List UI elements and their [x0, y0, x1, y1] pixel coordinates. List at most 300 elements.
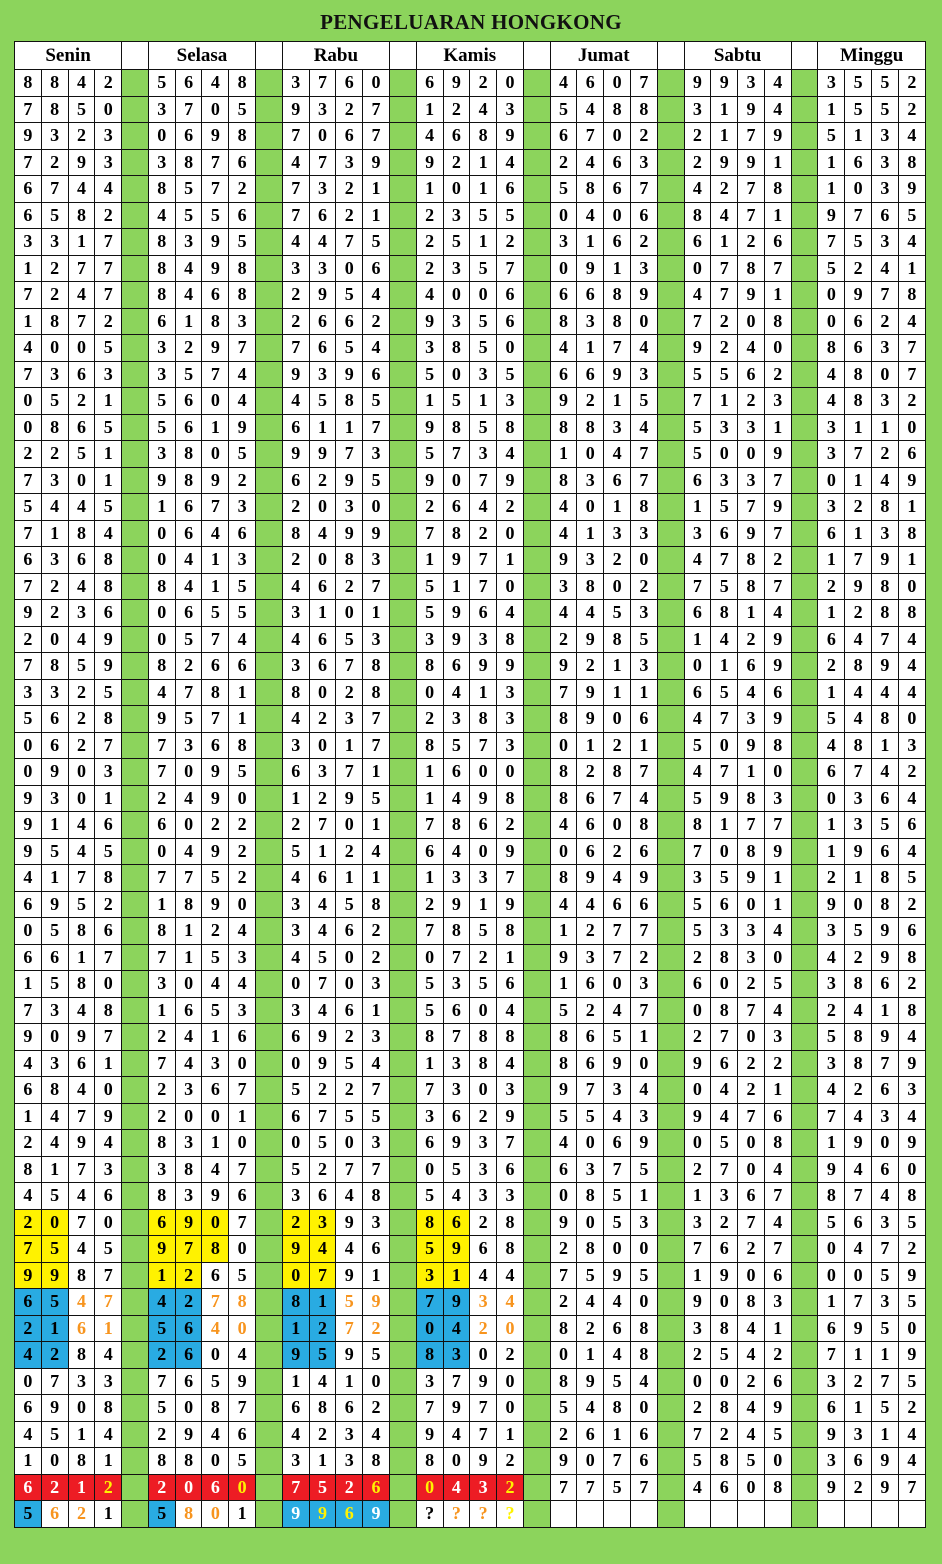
cell-spacer [389, 785, 416, 812]
digit-cell: 5 [41, 918, 68, 945]
cell-spacer [523, 494, 550, 521]
digit-cell: 7 [309, 70, 336, 97]
digit-cell: 3 [684, 520, 711, 547]
digit-cell: 5 [497, 202, 524, 229]
cell-spacer [791, 547, 818, 574]
page-title: PENGELUARAN HONGKONG [320, 10, 622, 34]
digit-cell: 8 [175, 1501, 202, 1528]
digit-cell: 4 [68, 1289, 95, 1316]
digit-cell: 3 [711, 1183, 738, 1210]
digit-cell: 8 [711, 1395, 738, 1422]
digit-cell: 3 [497, 706, 524, 733]
cell-spacer [791, 706, 818, 733]
digit-cell: 0 [684, 653, 711, 680]
digit-cell: 6 [738, 361, 765, 388]
digit-cell: 0 [630, 1236, 657, 1263]
cell-spacer [122, 573, 149, 600]
cell-spacer [389, 679, 416, 706]
digit-cell: 9 [470, 785, 497, 812]
cell-spacer [122, 441, 149, 468]
digit-cell: 6 [336, 1395, 363, 1422]
digit-cell: 8 [443, 812, 470, 839]
digit-cell: 7 [550, 679, 577, 706]
digit-cell: 4 [202, 971, 229, 998]
digit-cell: 6 [15, 202, 42, 229]
cell-spacer [389, 547, 416, 574]
digit-cell: 9 [872, 918, 899, 945]
digit-cell: 5 [898, 865, 925, 892]
digit-cell: 9 [738, 282, 765, 309]
digit-cell: 1 [630, 679, 657, 706]
digit-cell: 9 [872, 1448, 899, 1475]
digit-cell: 4 [898, 838, 925, 865]
digit-cell: 6 [363, 255, 390, 282]
cell-spacer [791, 679, 818, 706]
digit-cell: 1 [148, 494, 175, 521]
digit-cell: 5 [711, 1130, 738, 1157]
digit-cell: 4 [738, 1395, 765, 1422]
digit-cell: 1 [898, 255, 925, 282]
digit-cell: 8 [872, 891, 899, 918]
cell-spacer [256, 626, 283, 653]
digit-cell: 2 [336, 176, 363, 203]
digit-cell: 0 [872, 361, 899, 388]
table-row [15, 1130, 926, 1157]
digit-cell: 8 [68, 1448, 95, 1475]
digit-cell: 4 [684, 706, 711, 733]
digit-cell: 6 [309, 573, 336, 600]
digit-cell: 3 [711, 467, 738, 494]
digit-cell: 1 [68, 1421, 95, 1448]
digit-cell: 6 [15, 1289, 42, 1316]
digit-cell: 2 [550, 149, 577, 176]
digit-cell: 4 [550, 812, 577, 839]
digit-cell: 9 [443, 1289, 470, 1316]
digit-cell: 6 [282, 414, 309, 441]
digit-cell: 6 [282, 1103, 309, 1130]
digit-cell: 0 [282, 1262, 309, 1289]
digit-cell: 0 [738, 1130, 765, 1157]
digit-cell: 4 [470, 494, 497, 521]
cell-spacer [256, 812, 283, 839]
digit-cell: 8 [363, 1448, 390, 1475]
digit-cell: 4 [175, 785, 202, 812]
cell-spacer [791, 494, 818, 521]
digit-cell: 9 [818, 1421, 845, 1448]
digit-cell: 7 [630, 918, 657, 945]
cell-spacer [389, 202, 416, 229]
digit-cell: 2 [41, 441, 68, 468]
digit-cell: 6 [470, 1236, 497, 1263]
digit-cell: 3 [764, 388, 791, 415]
digit-cell: 6 [764, 1262, 791, 1289]
digit-cell: 3 [630, 971, 657, 998]
digit-cell: 4 [68, 838, 95, 865]
digit-cell: 4 [68, 1077, 95, 1104]
digit-cell: 2 [148, 1077, 175, 1104]
digit-cell: 6 [15, 1474, 42, 1501]
cell-spacer [122, 891, 149, 918]
cell-spacer [122, 1315, 149, 1342]
cell-spacer [791, 891, 818, 918]
digit-cell: 0 [229, 1236, 256, 1263]
digit-cell: 5 [416, 971, 443, 998]
table-row [15, 918, 926, 945]
digit-cell: 5 [443, 229, 470, 256]
digit-cell: 9 [845, 1315, 872, 1342]
digit-cell: 6 [497, 282, 524, 309]
digit-cell: 8 [550, 785, 577, 812]
digit-cell: 8 [229, 123, 256, 150]
digit-cell: 6 [818, 1315, 845, 1342]
digit-cell: 9 [282, 96, 309, 123]
digit-cell [845, 1501, 872, 1528]
digit-cell: 6 [872, 971, 899, 998]
cell-spacer [657, 1342, 684, 1369]
digit-cell: 6 [845, 1448, 872, 1475]
digit-cell: 2 [41, 282, 68, 309]
cell-spacer [523, 626, 550, 653]
digit-cell: 0 [148, 123, 175, 150]
digit-cell: 0 [229, 891, 256, 918]
digit-cell: 1 [416, 547, 443, 574]
table-row [15, 520, 926, 547]
table-row [15, 891, 926, 918]
digit-cell: 1 [95, 785, 122, 812]
digit-cell: 8 [470, 1024, 497, 1051]
cell-spacer [256, 70, 283, 97]
digit-cell: 7 [604, 785, 631, 812]
digit-cell: 1 [818, 600, 845, 627]
cell-spacer [389, 653, 416, 680]
cell-spacer [389, 1501, 416, 1528]
digit-cell: 3 [818, 70, 845, 97]
cell-spacer [791, 441, 818, 468]
cell-spacer [657, 944, 684, 971]
cell-spacer [657, 785, 684, 812]
digit-cell: 7 [738, 812, 765, 839]
column-spacer [122, 42, 149, 70]
digit-cell: 3 [738, 944, 765, 971]
table-row [15, 70, 926, 97]
digit-cell: 7 [738, 202, 765, 229]
digit-cell: 1 [497, 1421, 524, 1448]
cell-spacer [256, 573, 283, 600]
digit-cell: 6 [229, 520, 256, 547]
digit-cell: 5 [416, 997, 443, 1024]
digit-cell: 2 [363, 944, 390, 971]
digit-cell: 2 [898, 96, 925, 123]
cell-spacer [256, 255, 283, 282]
column-spacer [657, 42, 684, 70]
digit-cell: 6 [898, 812, 925, 839]
digit-cell: 5 [41, 1421, 68, 1448]
digit-cell: 2 [148, 1103, 175, 1130]
cell-spacer [122, 1421, 149, 1448]
digit-cell: 3 [175, 732, 202, 759]
cell-spacer [256, 600, 283, 627]
digit-cell: 5 [630, 1156, 657, 1183]
digit-cell: 7 [202, 361, 229, 388]
table-row [15, 732, 926, 759]
digit-cell: 9 [550, 388, 577, 415]
digit-cell: 2 [15, 441, 42, 468]
digit-cell: 3 [764, 1289, 791, 1316]
digit-cell: 7 [175, 679, 202, 706]
digit-cell: 6 [148, 1209, 175, 1236]
digit-cell: 0 [818, 785, 845, 812]
digit-cell: 9 [550, 1448, 577, 1475]
digit-cell [604, 1501, 631, 1528]
digit-cell: 7 [845, 1183, 872, 1210]
digit-cell: 9 [497, 1103, 524, 1130]
cell-spacer [122, 1448, 149, 1475]
digit-cell: 0 [550, 1183, 577, 1210]
digit-cell: 5 [764, 971, 791, 998]
cell-spacer [657, 1368, 684, 1395]
digit-cell: 9 [15, 600, 42, 627]
digit-cell: 4 [68, 1236, 95, 1263]
digit-cell: 3 [95, 123, 122, 150]
digit-cell: 3 [470, 1156, 497, 1183]
digit-cell: 3 [148, 441, 175, 468]
digit-cell: 8 [630, 494, 657, 521]
digit-cell: 4 [363, 1421, 390, 1448]
cell-spacer [523, 123, 550, 150]
digit-cell: 1 [711, 388, 738, 415]
digit-cell: 5 [416, 573, 443, 600]
cell-spacer [256, 547, 283, 574]
digit-cell: 1 [497, 547, 524, 574]
digit-cell: 4 [630, 335, 657, 362]
digit-cell: 3 [416, 335, 443, 362]
digit-cell: 4 [684, 759, 711, 786]
cell-spacer [523, 467, 550, 494]
digit-cell: 2 [363, 1395, 390, 1422]
digit-cell: 8 [845, 361, 872, 388]
digit-cell: 1 [845, 123, 872, 150]
digit-cell: 8 [898, 282, 925, 309]
cell-spacer [256, 732, 283, 759]
digit-cell: 7 [363, 732, 390, 759]
digit-cell: 4 [550, 891, 577, 918]
digit-cell: 5 [202, 1368, 229, 1395]
digit-cell: 9 [738, 149, 765, 176]
digit-cell: 2 [282, 282, 309, 309]
digit-cell: 1 [577, 335, 604, 362]
digit-cell: 2 [630, 944, 657, 971]
digit-cell: 3 [470, 1183, 497, 1210]
digit-cell: 3 [229, 494, 256, 521]
digit-cell: 0 [309, 679, 336, 706]
digit-cell: 7 [15, 282, 42, 309]
digit-cell: 2 [202, 812, 229, 839]
digit-cell: 7 [577, 123, 604, 150]
digit-cell: 0 [630, 547, 657, 574]
digit-cell: 0 [711, 1289, 738, 1316]
digit-cell: 9 [95, 626, 122, 653]
digit-cell: 4 [416, 123, 443, 150]
digit-cell: 6 [764, 229, 791, 256]
digit-cell: 8 [229, 255, 256, 282]
digit-cell: 5 [711, 494, 738, 521]
digit-cell: 0 [738, 1262, 765, 1289]
digit-cell: 2 [416, 202, 443, 229]
digit-cell: 1 [41, 520, 68, 547]
cell-spacer [657, 1050, 684, 1077]
digit-cell: 5 [872, 70, 899, 97]
digit-cell: 1 [363, 759, 390, 786]
digit-cell: 2 [309, 1315, 336, 1342]
digit-cell: 6 [577, 1421, 604, 1448]
digit-cell: 0 [711, 838, 738, 865]
digit-cell: 4 [577, 891, 604, 918]
digit-cell: 3 [764, 785, 791, 812]
digit-cell: 0 [416, 1156, 443, 1183]
digit-cell: 3 [336, 1448, 363, 1475]
digit-cell: 5 [684, 785, 711, 812]
digit-cell: 9 [764, 1395, 791, 1422]
digit-cell: 9 [711, 785, 738, 812]
digit-cell: 5 [95, 838, 122, 865]
digit-cell: 0 [497, 335, 524, 362]
table-row [15, 600, 926, 627]
digit-cell: 8 [363, 1183, 390, 1210]
digit-cell: 4 [872, 759, 899, 786]
digit-cell: 6 [764, 1103, 791, 1130]
digit-cell: 0 [470, 997, 497, 1024]
cell-spacer [256, 335, 283, 362]
digit-cell: 8 [363, 679, 390, 706]
cell-spacer [122, 997, 149, 1024]
cell-spacer [122, 308, 149, 335]
digit-cell: 5 [229, 96, 256, 123]
digit-cell: 9 [577, 706, 604, 733]
digit-cell: 9 [202, 255, 229, 282]
digit-cell: 9 [764, 706, 791, 733]
digit-cell: 9 [738, 732, 765, 759]
cell-spacer [791, 1236, 818, 1263]
digit-cell: 5 [845, 229, 872, 256]
digit-cell: 9 [15, 1024, 42, 1051]
cell-spacer [389, 494, 416, 521]
digit-cell: 8 [15, 1156, 42, 1183]
digit-cell: 1 [684, 1262, 711, 1289]
digit-cell: 9 [898, 467, 925, 494]
digit-cell: 3 [15, 229, 42, 256]
cell-spacer [256, 1501, 283, 1528]
digit-cell: 9 [845, 282, 872, 309]
cell-spacer [256, 388, 283, 415]
digit-cell: 3 [202, 1050, 229, 1077]
table-row [15, 1368, 926, 1395]
digit-cell: 9 [550, 653, 577, 680]
cell-spacer [122, 1130, 149, 1157]
digit-cell: 7 [630, 70, 657, 97]
cell-spacer [791, 414, 818, 441]
digit-cell: 0 [175, 812, 202, 839]
digit-cell: 5 [604, 1209, 631, 1236]
digit-cell: 7 [309, 812, 336, 839]
cell-spacer [389, 255, 416, 282]
digit-cell: 5 [282, 838, 309, 865]
digit-cell: 1 [845, 467, 872, 494]
digit-cell: 5 [309, 944, 336, 971]
digit-cell: 7 [443, 1024, 470, 1051]
digit-cell: 4 [577, 149, 604, 176]
digit-cell: 2 [443, 96, 470, 123]
digit-cell: 1 [818, 679, 845, 706]
digit-cell: 0 [202, 1209, 229, 1236]
digit-cell: 7 [764, 467, 791, 494]
digit-cell: 3 [336, 494, 363, 521]
digit-cell: 0 [309, 732, 336, 759]
digit-cell: 5 [148, 388, 175, 415]
cell-spacer [389, 1342, 416, 1369]
digit-cell: 9 [470, 1368, 497, 1395]
digit-cell: 9 [41, 891, 68, 918]
digit-cell: 5 [550, 176, 577, 203]
digit-cell: 2 [497, 812, 524, 839]
cell-spacer [523, 785, 550, 812]
digit-cell: 2 [309, 1077, 336, 1104]
digit-cell: 3 [470, 626, 497, 653]
digit-cell: 7 [470, 547, 497, 574]
digit-cell: 7 [872, 1050, 899, 1077]
digit-cell: 9 [443, 626, 470, 653]
digit-cell: 1 [95, 441, 122, 468]
digit-cell: 0 [363, 494, 390, 521]
digit-cell: 7 [363, 1156, 390, 1183]
digit-cell: 7 [15, 361, 42, 388]
digit-cell: 1 [604, 388, 631, 415]
digit-cell: 4 [229, 361, 256, 388]
digit-cell: 0 [41, 626, 68, 653]
digit-cell: 5 [818, 255, 845, 282]
digit-cell: 9 [898, 1342, 925, 1369]
digit-cell: 9 [818, 202, 845, 229]
digit-cell: 6 [15, 176, 42, 203]
digit-cell: 5 [336, 626, 363, 653]
cell-spacer [657, 1024, 684, 1051]
digit-cell: 8 [416, 1342, 443, 1369]
digit-cell: 5 [15, 1501, 42, 1528]
digit-cell: 7 [738, 494, 765, 521]
digit-cell: 6 [577, 1050, 604, 1077]
digit-cell: 7 [577, 1077, 604, 1104]
digit-cell: 0 [416, 679, 443, 706]
digit-cell: 6 [175, 494, 202, 521]
digit-cell: 2 [95, 1474, 122, 1501]
cell-spacer [657, 997, 684, 1024]
cell-spacer [389, 891, 416, 918]
digit-cell: 0 [684, 997, 711, 1024]
digit-cell: 5 [229, 229, 256, 256]
digit-cell: 1 [95, 1501, 122, 1528]
digit-cell: 3 [818, 441, 845, 468]
digit-cell: 4 [898, 1103, 925, 1130]
digit-cell: 0 [282, 971, 309, 998]
digit-cell: 8 [845, 732, 872, 759]
digit-cell: 3 [630, 653, 657, 680]
digit-cell: 6 [577, 1024, 604, 1051]
digit-cell: 5 [229, 1262, 256, 1289]
digit-cell: 0 [684, 1368, 711, 1395]
digit-cell: 2 [470, 70, 497, 97]
digit-cell: 9 [336, 520, 363, 547]
cell-spacer [523, 70, 550, 97]
digit-cell: 5 [229, 441, 256, 468]
